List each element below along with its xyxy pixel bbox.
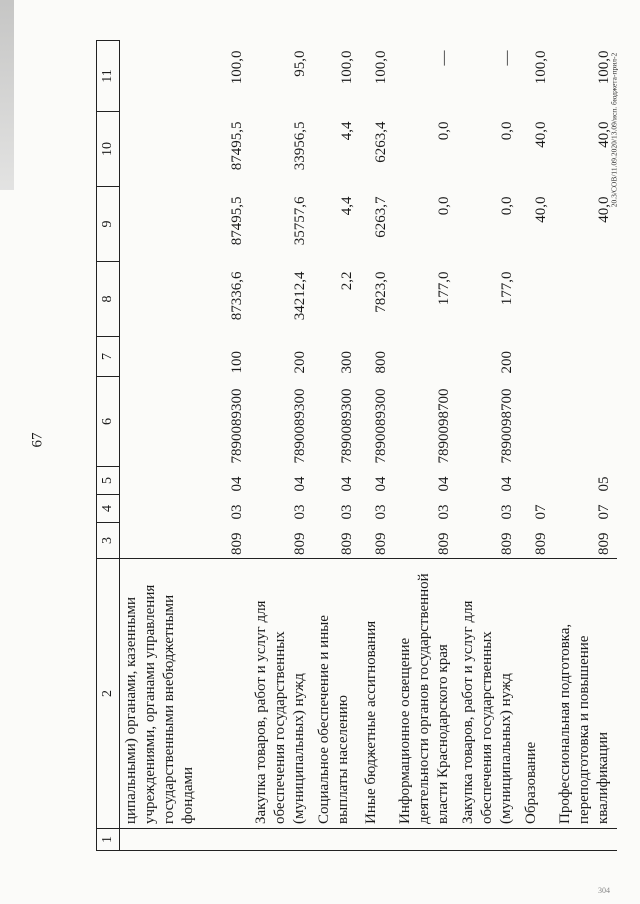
approved-amount (520, 262, 554, 337)
execution-percent: — (498, 50, 515, 66)
row-name: Образование (520, 559, 554, 829)
column-number-row (97, 41, 120, 851)
column-number: 3 (97, 523, 120, 559)
document-reference-code: 20.3/СОВ/11.09.2020/13.09/исп. бюджета-прил-2 (609, 52, 619, 208)
row-name: Информационное освещение деятельности органов государственной власти Краснодарского края (394, 559, 457, 829)
subsection-code (520, 467, 554, 495)
subsection-code: 04 (498, 476, 515, 492)
subsection-code: 04 (291, 476, 308, 492)
ministry-code: 809 (435, 532, 452, 555)
table-row (120, 41, 250, 851)
row-name: Закупка товаров, работ и услуг для обеспечения государственных (муниципальных) нужд (457, 559, 520, 829)
executed-amount: 0,0 (498, 121, 515, 141)
scan-edge-shadow (0, 0, 14, 190)
target-article-code (554, 377, 617, 467)
expense-type-code: 100 (228, 351, 245, 374)
table-row (250, 41, 313, 851)
section-code: 03 (498, 504, 515, 520)
column-number: 8 (97, 262, 120, 337)
plan-amount: 6263,7 (372, 196, 389, 238)
expense-type-code: 200 (498, 351, 515, 374)
column-number: 4 (97, 495, 120, 523)
section-code: 03 (291, 504, 308, 520)
target-article-code: 7890089300 (338, 388, 355, 464)
corner-mark: 304 (598, 886, 610, 895)
column-number: 5 (97, 467, 120, 495)
executed-amount: 40,0 (595, 121, 612, 148)
executed-amount: 40,0 (532, 121, 549, 148)
target-article-code: 7890098700 (435, 388, 452, 464)
expense-type-code (554, 337, 617, 377)
column-number: 11 (97, 41, 120, 112)
row-name: Закупка товаров, работ и услуг для обеспечения государственных (муниципальных) нужд (250, 559, 313, 829)
execution-percent: 100,0 (595, 50, 612, 85)
target-article-code: 7890089300 (291, 388, 308, 464)
plan-amount: 0,0 (435, 196, 452, 216)
column-number: 2 (97, 559, 120, 829)
executed-amount: 6263,4 (372, 121, 389, 163)
section-code: 03 (435, 504, 452, 520)
expense-type-code: 200 (291, 351, 308, 374)
plan-amount: 40,0 (595, 196, 612, 223)
ministry-code: 809 (338, 532, 355, 555)
approved-amount: 177,0 (435, 271, 452, 306)
page-number: 67 (29, 432, 46, 448)
table-row (360, 41, 394, 851)
subsection-code: 05 (595, 476, 612, 492)
table-row (394, 41, 457, 851)
approved-amount: 87336,6 (228, 271, 245, 321)
approved-amount: 34212,4 (291, 271, 308, 321)
subsection-code: 04 (372, 476, 389, 492)
row-name: ципальными) органами, казенными учреждениями, органами управления государственными внебюджетными фондами (120, 559, 250, 829)
expense-type-code (520, 337, 554, 377)
column-number: 6 (97, 377, 120, 467)
ministry-code: 809 (228, 532, 245, 555)
executed-amount: 87495,5 (228, 121, 245, 171)
ministry-code: 809 (595, 532, 612, 555)
section-code: 03 (228, 504, 245, 520)
plan-amount: 40,0 (532, 196, 549, 223)
section-code: 07 (595, 504, 612, 520)
row-name: Социальное обеспечение и иные выплаты населению (313, 559, 360, 829)
column-number: 1 (97, 829, 120, 851)
table-row (520, 41, 554, 851)
subsection-code: 04 (338, 476, 355, 492)
approved-amount: 2,2 (338, 271, 355, 291)
target-article-code (520, 377, 554, 467)
subsection-code: 04 (228, 476, 245, 492)
plan-amount: 4,4 (338, 196, 355, 216)
row-name: Профессиональная подготовка, переподготовка и повышение квалификации (554, 559, 617, 829)
expense-type-code: 800 (372, 351, 389, 374)
section-code: 07 (532, 504, 549, 520)
ministry-code: 809 (291, 532, 308, 555)
column-number: 10 (97, 112, 120, 187)
executed-amount: 0,0 (435, 121, 452, 141)
column-number: 9 (97, 187, 120, 262)
target-article-code: 7890089300 (228, 388, 245, 464)
executed-amount: 4,4 (338, 121, 355, 141)
execution-percent: 100,0 (228, 50, 245, 85)
table-row (313, 41, 360, 851)
executed-amount: 33956,5 (291, 121, 308, 171)
approved-amount (554, 262, 617, 337)
table-row (457, 41, 520, 851)
expense-type-code (394, 337, 457, 377)
section-code: 03 (372, 504, 389, 520)
column-number: 7 (97, 337, 120, 377)
plan-amount: 87495,5 (228, 196, 245, 246)
execution-percent: 100,0 (338, 50, 355, 85)
execution-percent: — (435, 50, 452, 66)
approved-amount: 7823,0 (372, 271, 389, 313)
expense-type-code: 300 (338, 351, 355, 374)
subsection-code: 04 (435, 476, 452, 492)
target-article-code: 7890098700 (498, 388, 515, 464)
ministry-code: 809 (532, 532, 549, 555)
ministry-code: 809 (498, 532, 515, 555)
budget-execution-table (96, 40, 617, 851)
section-code: 03 (338, 504, 355, 520)
rotated-table-container (96, 41, 612, 851)
target-article-code: 7890089300 (372, 388, 389, 464)
execution-percent: 100,0 (372, 50, 389, 85)
execution-percent: 95,0 (291, 50, 308, 77)
plan-amount: 35757,6 (291, 196, 308, 246)
table-row (554, 41, 617, 851)
ministry-code: 809 (372, 532, 389, 555)
plan-amount: 0,0 (498, 196, 515, 216)
execution-percent: 100,0 (532, 50, 549, 85)
row-name: Иные бюджетные ассигнования (360, 559, 394, 829)
approved-amount: 177,0 (498, 271, 515, 306)
